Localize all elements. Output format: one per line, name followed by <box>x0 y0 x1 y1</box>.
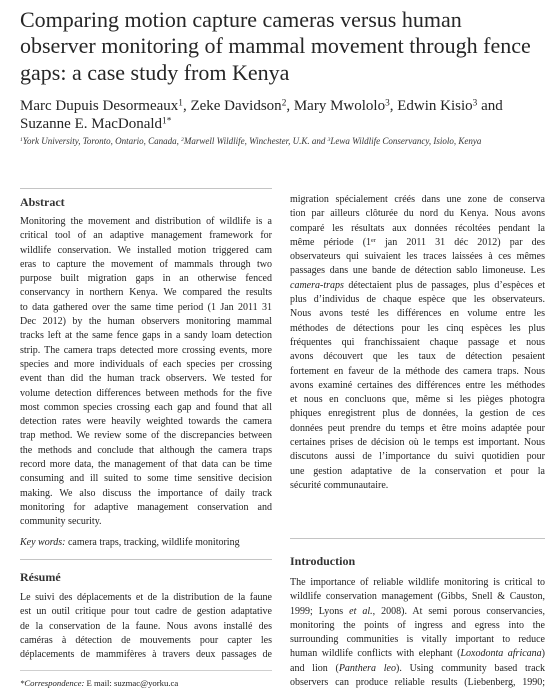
resume-text-line: déplacements de mammifères à travers deux passages de <box>20 649 272 661</box>
resume-text-line: caméras à détection de mouvements pour capter les <box>20 634 272 646</box>
resume-text-line: phiques enregistrent plus de données, la gestion de ces <box>290 408 545 420</box>
resume-text-line: discutons aussi de l’importance du suivi quotidien pour <box>290 451 545 463</box>
author-name: Suzanne E. MacDonald <box>20 116 163 132</box>
title-line: Comparing motion capture cameras versus human <box>20 7 462 32</box>
abstract-text-line: most common species crossing each gap and found that all <box>20 401 272 413</box>
resume-text-line <box>290 279 545 293</box>
keywords-text: camera traps, tracking, wildlife monitoring <box>67 537 240 548</box>
text-segment: 1999; Lyons <box>290 605 350 617</box>
footnote-divider <box>20 670 272 671</box>
species-name: Loxodonta africana <box>460 648 542 660</box>
affiliation-list <box>20 135 481 147</box>
resume-text-line: comparé les résultats aux données récoltées pendant la <box>290 222 545 234</box>
text-segment: détectaient plus de passages, plus d’espèces et <box>343 279 545 291</box>
text-segment: jan 2011 31 déc 2012) par des <box>375 236 546 248</box>
resume-text-line: Nous avons testé les différences en volume entre les <box>290 308 545 320</box>
author-line <box>20 115 550 133</box>
author-name: Mary Mwololo <box>293 98 386 114</box>
author-line <box>20 97 550 115</box>
introduction-heading: Introduction <box>290 554 356 568</box>
text-segment: and lion ( <box>290 662 339 674</box>
introduction-text-line: observers can produce reliable results (Liebenberg, 1990; <box>290 677 545 689</box>
abstract-text-line: community security. <box>20 516 102 528</box>
title-line: gaps: a case study from Kenya <box>20 59 290 85</box>
species-name: Panthera leo <box>338 662 396 674</box>
introduction-body <box>290 576 545 690</box>
text-segment: , 2008). At semi porous conservancies, <box>372 605 545 617</box>
abstract-body <box>20 215 272 530</box>
affiliation-marker: 2 <box>181 137 184 144</box>
section-divider <box>20 559 272 560</box>
abstract-text-line: consuming and ill suited to some time sensitive decision <box>20 473 272 485</box>
author-separator: and <box>477 98 503 114</box>
ordinal-superscript: er <box>371 236 376 244</box>
text-segment: ). Using community based track <box>396 662 546 674</box>
abstract-text-line: event than did the human track observers. We tested for <box>20 373 272 385</box>
resume-text-line: est un outil critique pour tout cadre de gestion adaptative <box>20 606 272 618</box>
introduction-text-line: surrounding communities is vitally important to reduce <box>290 634 545 646</box>
affiliation-marker: 3 <box>472 98 478 109</box>
resume-text-line: de la conservation de la faune. Nous avons installé des <box>20 620 272 632</box>
affiliation-marker: 2 <box>281 98 287 109</box>
abstract-text-line: making. We also discuss the importance of daily track <box>20 487 272 499</box>
author-name: Marc Dupuis Desormeaux <box>20 98 179 114</box>
resume-text-line: Le suivi des déplacements et de la distribution de la faune <box>20 592 272 603</box>
abstract-text-line: conservancy in northern Kenya. We compared the results <box>20 287 272 299</box>
author-list <box>20 97 550 133</box>
affiliation-marker: 3 <box>327 137 331 144</box>
resume-body <box>20 591 272 662</box>
abstract-text-line: species and more individuals of each species per crossing <box>20 358 272 370</box>
abstract-text-line: strip. The camera traps detected more crossing events, more <box>20 344 272 356</box>
affiliation-entry: Marwell Wildlife, Winchester, U.K. and <box>183 136 326 146</box>
resume-body-continued <box>290 193 545 493</box>
resume-text-line: sécurité communautaire. <box>290 479 389 491</box>
section-divider <box>20 188 272 189</box>
resume-text-line: méthodes de détections pour les cinq espèces les plus <box>290 322 545 334</box>
affiliation-marker: 1 <box>178 98 183 109</box>
author-separator: , <box>182 98 187 114</box>
affiliation-entry: Lewa Wildlife Conservancy, Isiolo, Kenya <box>330 136 482 146</box>
abstract-text-line: tracks left at the same fence gaps in a sandy loam detection <box>20 330 272 342</box>
abstract-text-line: trap method. We review some of the discrepancies between <box>20 430 272 442</box>
abstract-text-line: wildlife conservation. We installed motion triggered cam <box>20 244 272 256</box>
keywords-label: Key words: <box>20 537 66 548</box>
paper-title <box>20 7 550 86</box>
resume-text-line: et nous en concluons que, même si les pièges photogra <box>290 394 545 406</box>
text-segment: même période (1 <box>290 236 372 248</box>
abstract-text-line: to data gathered over the same time period (1 Jan 2011 31 <box>20 301 272 313</box>
author-name: Edwin Kisio <box>397 98 473 114</box>
author-name: Zeke Davidson <box>190 98 282 114</box>
affiliation-marker: 1 <box>20 137 23 144</box>
italic-term: camera-traps <box>290 279 344 291</box>
abstract-text-line: purpose built migration gaps in an otherwise fenced <box>20 273 272 285</box>
resume-text-line: fréquentes qui franchissaient chaque passage et nous <box>290 336 545 348</box>
introduction-text-line: wildlife conservation management (Gibbs, Snell & Causton, <box>290 591 545 603</box>
resume-text-line: fortement en faveur de la méthode des camera traps. Nous <box>290 365 545 377</box>
author-separator: , <box>389 98 394 114</box>
abstract-heading: Abstract <box>20 195 65 209</box>
section-divider <box>290 538 545 539</box>
resume-heading: Résumé <box>20 570 61 584</box>
abstract-text-line: critical tool of an adaptive management framework for <box>20 230 272 242</box>
abstract-text-line: volume detection differences between methods for the five <box>20 387 272 399</box>
resume-text-line: migration spécialement créés dans une zone de conserva <box>290 194 545 205</box>
affiliation-marker: 3 <box>385 98 390 109</box>
resume-text-line: certaines prises de décision où le temps est important. Nous <box>290 437 545 449</box>
resume-text-line: passages dans une bande de détection sablo limoneuse. Les <box>290 265 545 277</box>
abstract-text-line: monitoring for adaptive management conservation and <box>20 501 272 513</box>
resume-text-line: tion par ailleurs clôturée du nord du Kenya. Nous avons <box>290 208 545 220</box>
affiliation-entry: York University, Toronto, Ontario, Canada, <box>22 136 179 146</box>
introduction-text-line <box>290 605 545 619</box>
introduction-text-line: monitoring the points of ingress and egress into the <box>290 619 545 631</box>
text-segment: human wildlife conflicts with elephant ( <box>290 648 461 660</box>
keywords <box>20 536 272 550</box>
introduction-text-line <box>290 647 545 661</box>
resume-text-line: avons examiné certaines des différences entre les méthodes <box>290 379 545 391</box>
title-line: observer monitoring of mammal movement through fence <box>20 33 531 59</box>
footnote-label: *Correspondence: <box>20 678 85 688</box>
abstract-text-line: detection rates were heavily weighted towards the camera <box>20 416 272 428</box>
resume-text-line: avons découvert que les taux de détection pesaient <box>290 351 545 363</box>
resume-text-line: données peut prendre du temps et être moins adaptée pour <box>290 422 545 434</box>
abstract-text-line: record more data, the management of that data can be time <box>20 459 272 471</box>
resume-text-line: une gestion adaptative de la conservation et pour la <box>290 465 545 477</box>
abstract-text-line: Monitoring the movement and distribution of wildlife is a <box>20 216 272 227</box>
abstract-text-line: eras to capture the movement of mammals through two <box>20 258 272 270</box>
resume-text-line: observateurs qui suivaient les traces laissées à ces mêmes <box>290 251 545 263</box>
author-separator: , <box>286 98 291 114</box>
resume-text-line <box>290 236 545 250</box>
correspondence-footnote <box>20 677 178 689</box>
introduction-text-line: The importance of reliable wildlife monitoring is critical to <box>290 577 545 588</box>
affiliation-marker: 1* <box>162 116 172 127</box>
footnote-text: E mail: suzmac@yorku.ca <box>86 678 179 688</box>
resume-text-line: plus d’individus de chaque espèce que les observateurs. <box>290 294 545 306</box>
text-segment: ) <box>541 648 546 660</box>
abstract-text-line: the methods and conclude that although the camera traps <box>20 444 272 456</box>
introduction-text-line <box>290 662 545 676</box>
abstract-text-line: Dec 2012) by the human observers monitoring mammal <box>20 316 272 328</box>
citation-et-al: et al. <box>349 605 373 617</box>
